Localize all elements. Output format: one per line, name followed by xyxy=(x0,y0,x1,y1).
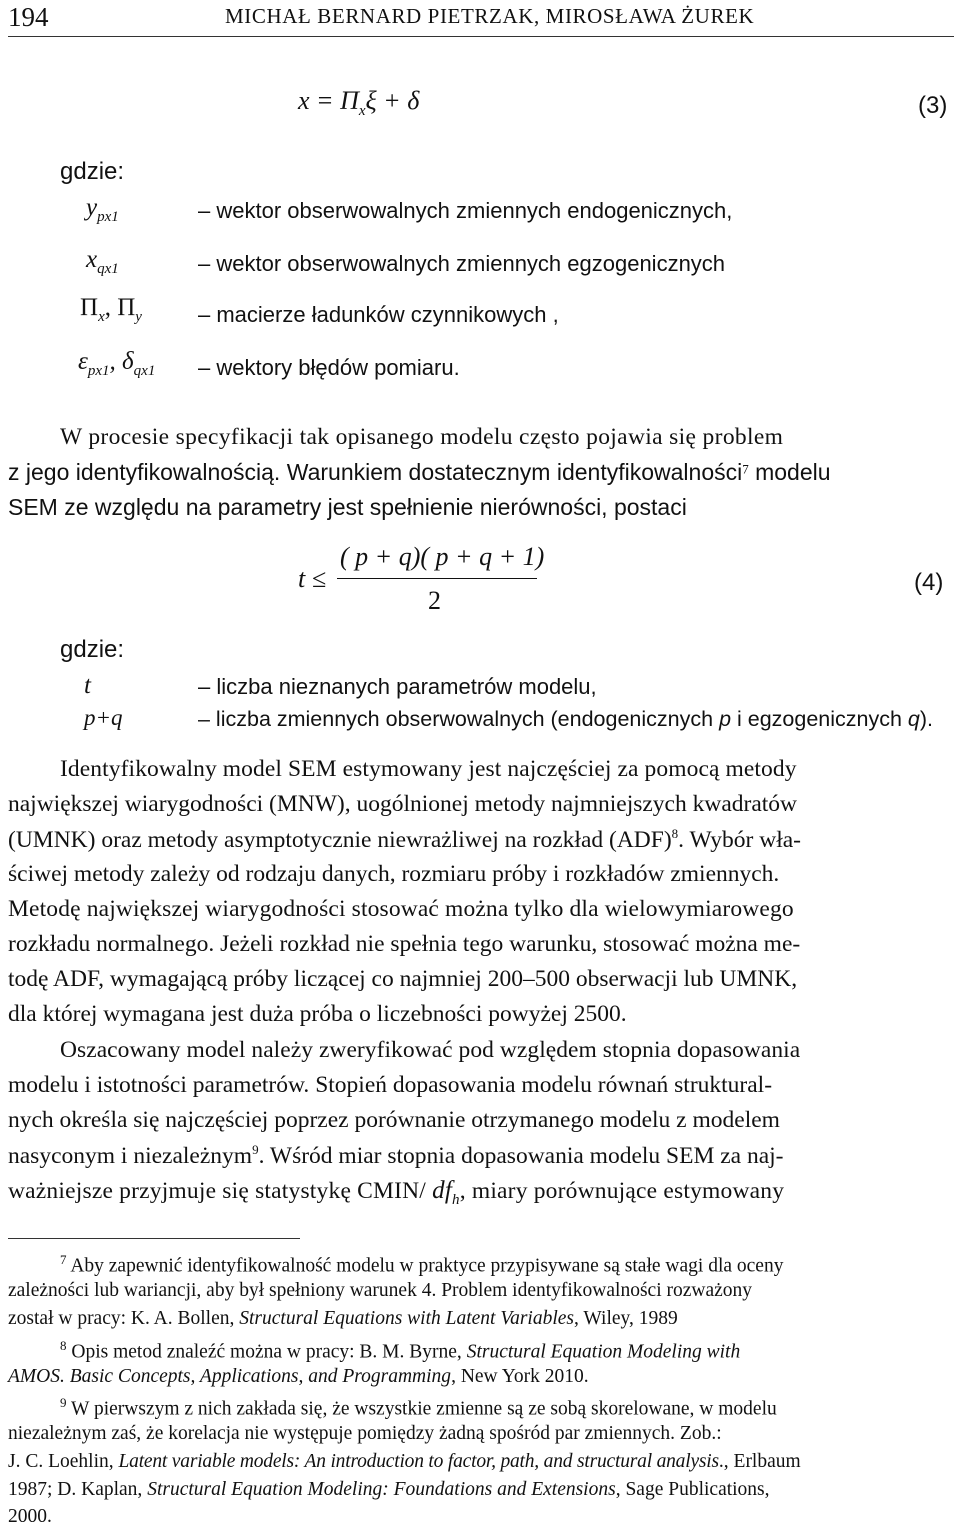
paragraph-1-line-3: SEM ze względu na parametry jest spełnienie nierówności, postaci xyxy=(8,494,687,520)
footnote-9-line-2: niezależnym zaś, że korelacja nie występuje pomiędzy żadną spośród par zmiennych. Zob.: xyxy=(8,1423,722,1444)
symbol-p-plus-q: p+q xyxy=(84,705,123,730)
footnote-9-line-5: 2000. xyxy=(8,1506,52,1527)
body-line-5: Metodę największej wiarygodności stosować można tylko dla wielowymiarowego xyxy=(8,896,794,922)
equation-3: $x = \Pi_x\xi + \delta$ xyxy=(298,86,420,119)
where-label-2: gdzie: xyxy=(60,636,125,663)
body-line-3: (UMNK) oraz metody asymptotycznie niewrażliwej na rozkład (ADF)$^8$. Wybór wła- xyxy=(8,826,801,853)
body-line-11: nych określa się najczęściej poprzez porównanie otrzymanego modelu z modelem xyxy=(8,1107,780,1133)
symbol-x: $x_{qx1}$ xyxy=(86,246,119,277)
definition-t: – liczba nieznanych parametrów modelu, xyxy=(198,674,597,699)
paragraph-1-line-1: W procesie specyfikacji tak opisanego modelu często pojawia się problem xyxy=(60,424,784,450)
symbol-y: $y_{px1}$ xyxy=(86,194,119,225)
paragraph-1-line-2: z jego identyfikowalnością. Warunkiem dostatecznym identyfikowalności$^7$ modelu xyxy=(8,459,831,485)
footnote-8-line-1: $^8$ Opis metod znaleźć można w pracy: B. M. Byrne, Structural Equation Modeling with xyxy=(60,1338,741,1363)
footnote-9-line-4: 1987; D. Kaplan, Structural Equation Modeling: Foundations and Extensions, Sage Publications, xyxy=(8,1479,770,1500)
footnote-7-line-3: został w pracy: K. A. Bollen, Structural Equations with Latent Variables, Wiley, 1989 xyxy=(8,1308,678,1329)
footnote-7-line-1: $^7$ Aby zapewnić identyfikowalność modelu w praktyce przypisywane są stałe wagi dla oceny xyxy=(60,1252,784,1277)
body-line-12: nasyconym i niezależnym$^9$. Wśród miar stopnia dopasowania modelu SEM za naj- xyxy=(8,1142,784,1169)
equation-4-denominator: 2 xyxy=(428,586,441,615)
symbol-t: t xyxy=(84,672,91,699)
equation-4-number: (4) xyxy=(914,569,944,596)
footnote-8-line-2: AMOS. Basic Concepts, Applications, and Programming, New York 2010. xyxy=(8,1366,589,1387)
body-line-8: dla której wymagana jest duża próba o liczebności powyżej 2500. xyxy=(8,1001,627,1027)
body-line-2: największej wiarygodności (MNW), uogólnionej metody najmniejszych kwadratów xyxy=(8,791,798,817)
fraction-bar xyxy=(337,578,537,579)
body-line-7: todę ADF, wymagającą próby liczącej co najmniej 200–500 obserwacji lub UMNK, xyxy=(8,966,798,992)
body-line-10: modelu i istotności parametrów. Stopień dopasowania modelu równań struktural- xyxy=(8,1072,773,1098)
body-line-9: Oszacowany model należy zweryfikować pod względem stopnia dopasowania xyxy=(60,1037,801,1063)
header-rule xyxy=(8,36,954,37)
symbol-pi: $\Pi_x$, $\Pi_y$ xyxy=(80,294,142,325)
definition-epsilon-delta: – wektory błędów pomiaru. xyxy=(198,355,460,380)
footnote-rule xyxy=(8,1238,300,1239)
body-line-13: ważniejsze przyjmuje się statystykę CMIN/ $df_h$, miary porównujące estymowany xyxy=(8,1177,785,1208)
running-header-authors: MICHAŁ BERNARD PIETRZAK, MIROSŁAWA ŻUREK xyxy=(225,4,755,28)
equation-4-lhs: t ≤ xyxy=(298,564,326,593)
definition-p-plus-q: – liczba zmiennych obserwowalnych (endogenicznych p i egzogenicznych q). xyxy=(198,707,934,731)
body-line-4: ściwej metody zależy od rodzaju danych, rozmiaru próby i rozkładów zmiennych. xyxy=(8,861,780,887)
equation-4-numerator: ( p + q)( p + q + 1) xyxy=(340,542,545,571)
definition-y: – wektor obserwowalnych zmiennych endogenicznych, xyxy=(198,198,733,223)
equation-3-number: (3) xyxy=(918,92,948,119)
body-line-6: rozkładu normalnego. Jeżeli rozkład nie spełnia tego warunku, stosować można me- xyxy=(8,931,801,957)
page-number: 194 xyxy=(8,2,49,32)
definition-pi: – macierze ładunków czynnikowych , xyxy=(198,302,559,327)
footnote-9-line-1: $^9$ W pierwszym z nich zakłada się, że wszystkie zmienne są ze sobą skorelowane, w modelu xyxy=(60,1395,777,1420)
body-line-1: Identyfikowalny model SEM estymowany jest najczęściej za pomocą metody xyxy=(60,756,797,782)
symbol-epsilon-delta: $\varepsilon_{px1}$, $\delta_{qx1}$ xyxy=(78,348,156,379)
footnote-7-line-2: zależności lub wariancji, aby był spełniony warunek 4. Problem identyfikowalności rozważony xyxy=(8,1280,753,1301)
footnote-9-line-3: J. C. Loehlin, Latent variable models: An introduction to factor, path, and structural analysis., Erlbaum xyxy=(8,1451,801,1472)
where-label-1: gdzie: xyxy=(60,158,125,185)
definition-x: – wektor obserwowalnych zmiennych egzogenicznych xyxy=(198,251,726,276)
